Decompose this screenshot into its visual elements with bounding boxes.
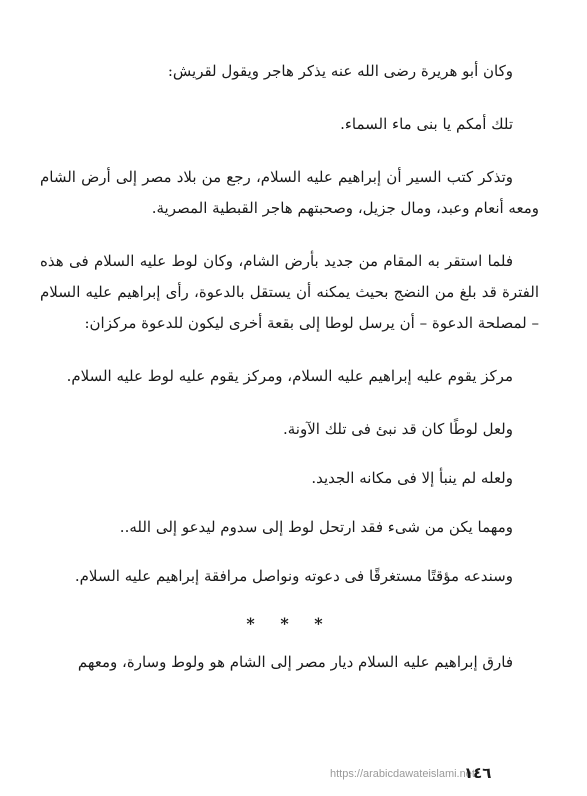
paragraph-two-centers: مركز يقوم عليه إبراهيم عليه السلام، ومركز يقوم عليه لوط عليه السلام. [66,367,513,385]
paragraph-sira: وتذكر كتب السير أن إبراهيم عليه السلام، رجع من بلاد مصر إلى أرض الشام ومعه أنعام وعبد، ومال جزيل، وصحبتهم هاجر القبطية المصرية. [40,168,539,217]
paragraph-lut-prophethood: ولعل لوطًا كان قد نبئ فى تلك الآونة. [283,420,513,438]
paragraph-abu-hurayra: وكان أبو هريرة رضى الله عنه يذكر هاجر ويقول لقريش: [167,62,513,80]
paragraph-sodom: ومهما يكن من شىء فقد ارتحل لوط إلى سدوم ليدعو إلى الله.. [119,518,513,536]
paragraph-continue: وسندعه مؤقتًا مستغرقًا فى دعوته ونواصل مرافقة إبراهيم عليه السلام. [74,567,513,585]
paragraph-closing: فارق إبراهيم عليه السلام ديار مصر إلى الشام هو ولوط وسارة، ومعهم [77,653,513,671]
paragraph-lut-mission: فلما استقر به المقام من جديد بأرض الشام، وكان لوط عليه السلام فى هذه الفترة قد بلغ من النضج بحيث يمكنه أن يستقل بالدعوة، رأى إبراهيم عليه السلام – لمصلحة الدعوة – أن يرسل لوطا إلى بقعة أخرى ليكون للدعوة مركزان: [40,252,540,332]
section-separator: * * * [246,614,333,633]
paragraph-quote: تلك أمكم يا بنى ماء السماء. [340,115,513,133]
paragraph-new-place: ولعله لم ينبأ إلا فى مكانه الجديد. [311,469,513,487]
page-footer [0,764,587,786]
page-number: ١٤٦ [464,764,492,782]
watermark-url[interactable]: https://arabicdawateislami.net [330,768,475,780]
